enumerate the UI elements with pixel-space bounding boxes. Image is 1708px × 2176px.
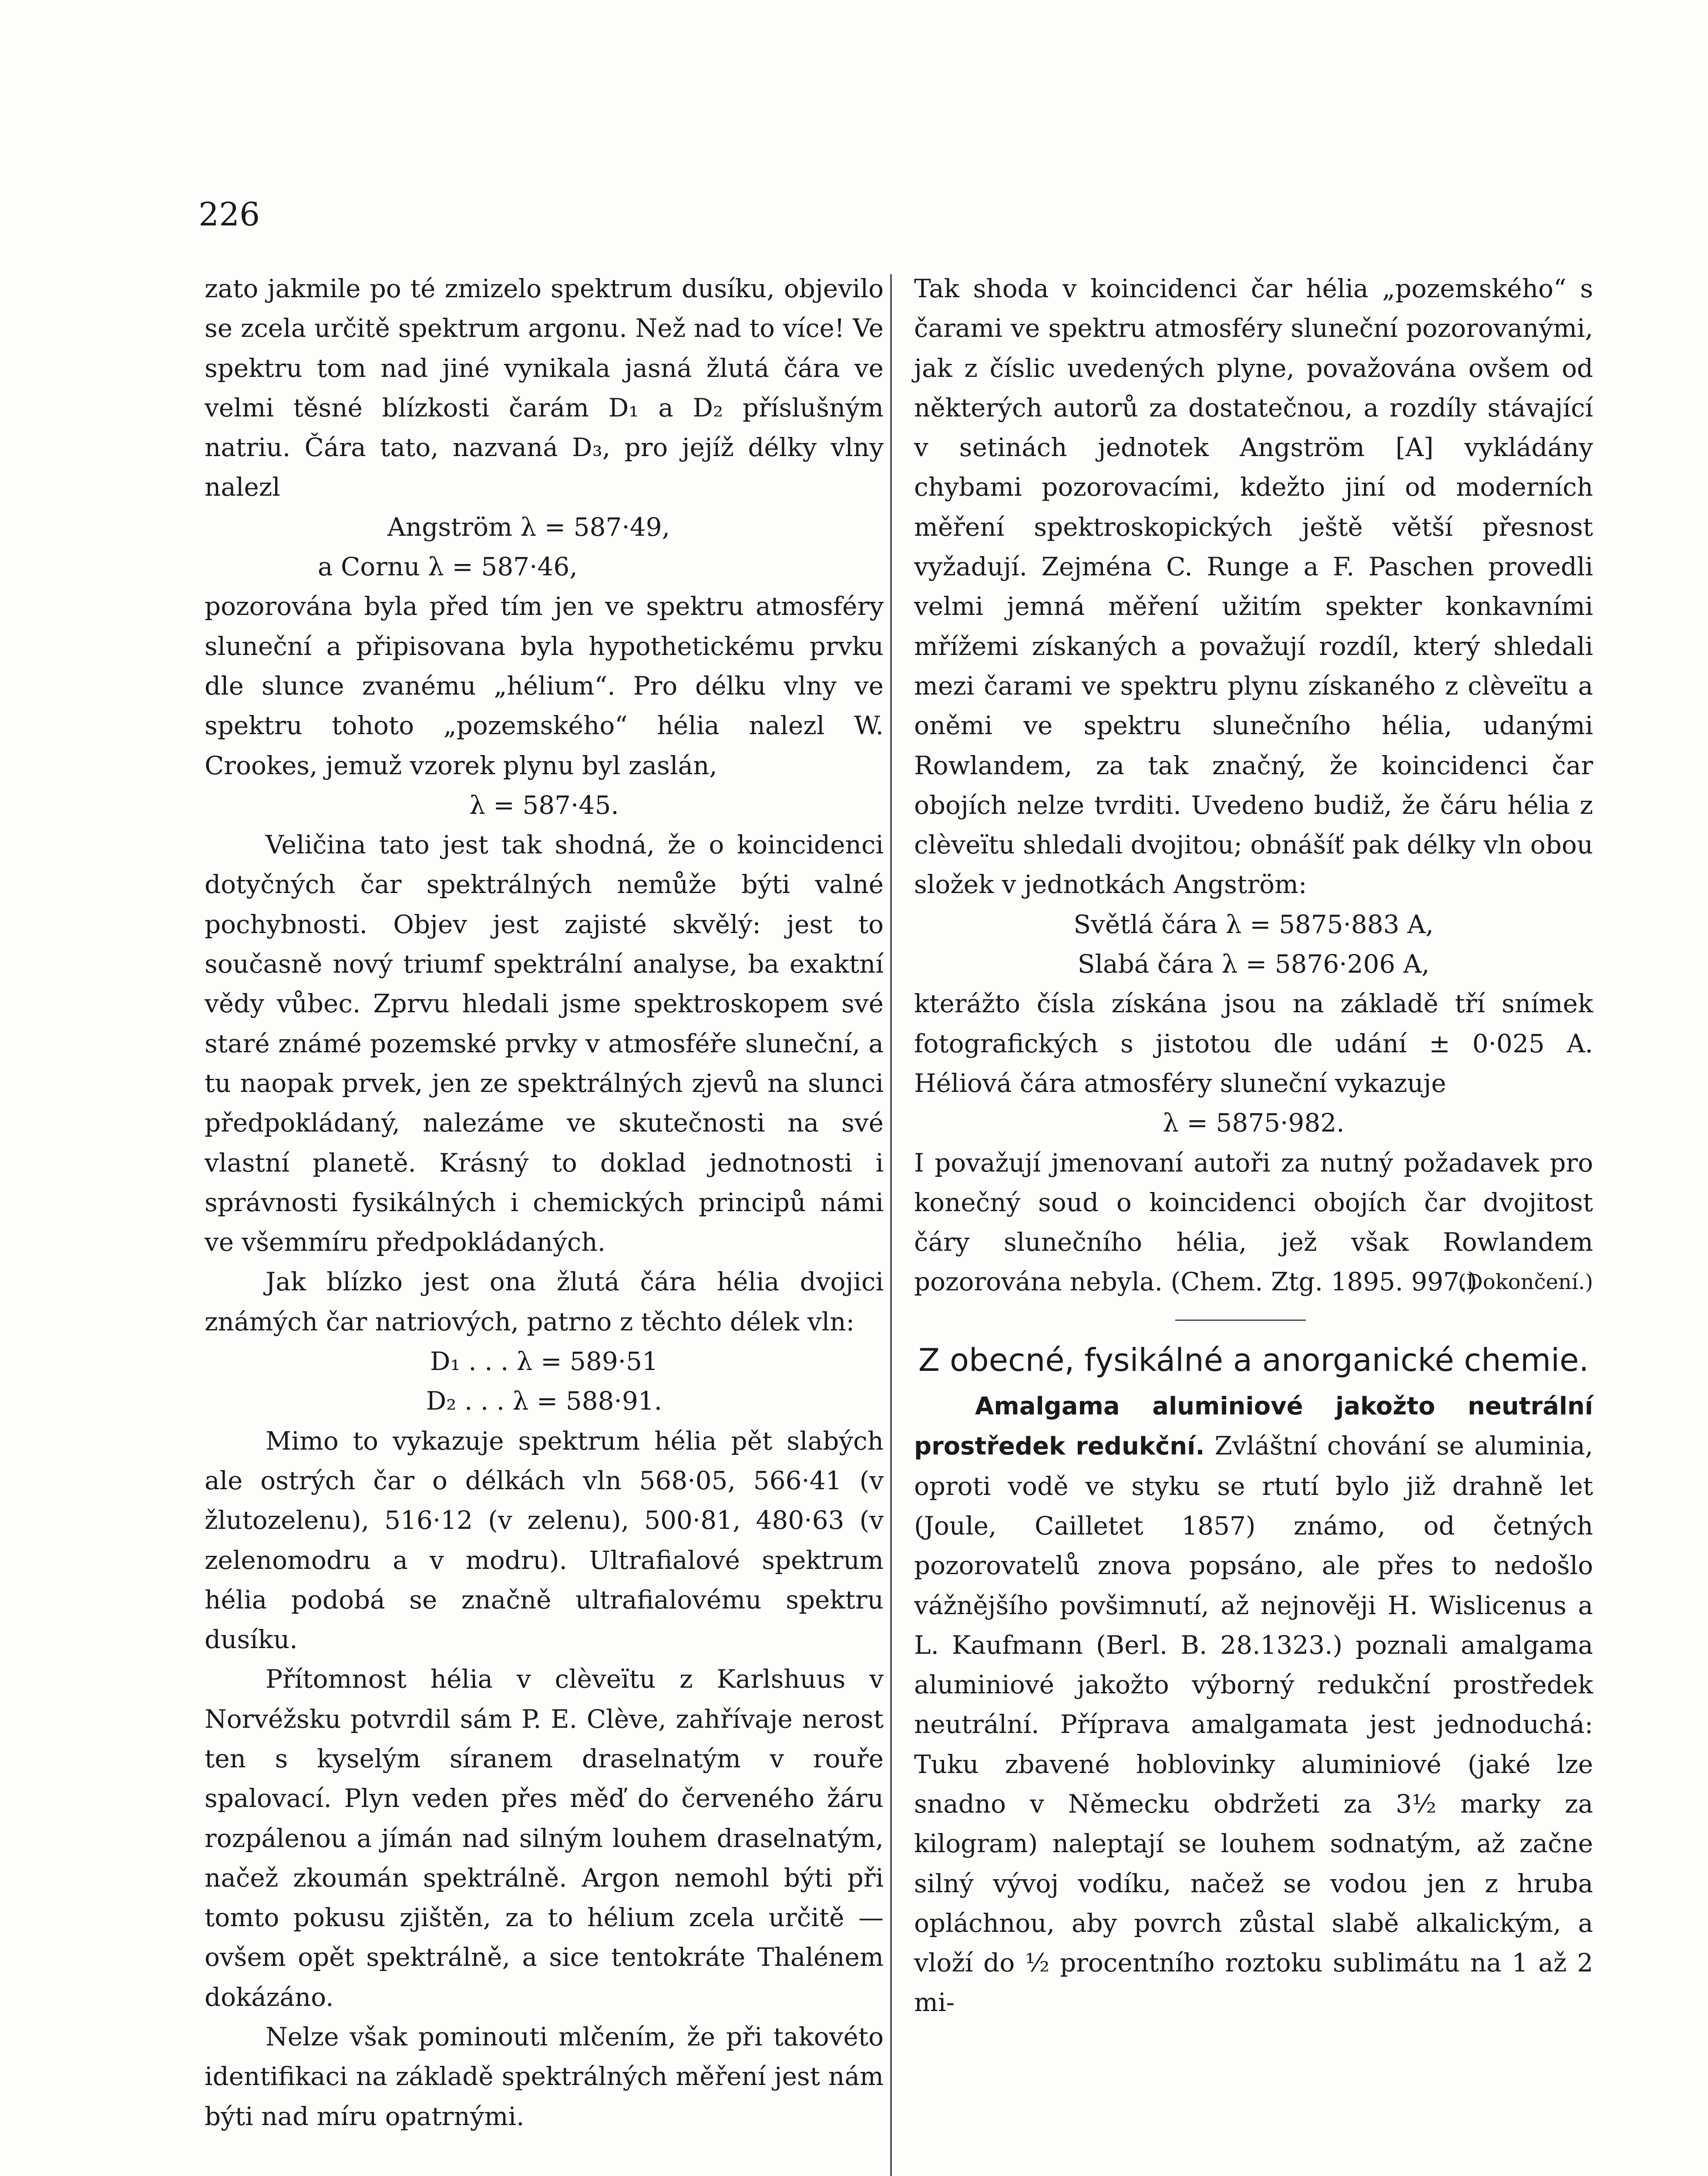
paragraph: kterážto čísla získána jsou na základě tří snímek fotografických s jistotou dle udání ± 0·025 A. Héliová čára atmosféry sluneční vykazuje [914, 989, 1593, 1098]
right-column [914, 269, 1593, 2023]
paragraph: pozorována byla před tím jen ve spektru atmosféry sluneční a připisovana byla hypothetickému prvku dle slunce zvanému „hélium“. Pro délku vlny ve spektru tohoto „pozemského“ hélia nalezl W. Crookes, jemuž vzorek plynu byl zaslán, [205, 591, 884, 780]
paragraph: Veličina tato jest tak shodná, že o koincidenci dotyčných čar spektrálných nemůže býti valné pochybnosti. Objev jest zajisté skvělý: jest to současně nový triumf spektrální analyse, ba exaktní vědy vůbec. Zprvu hledali jsme spektroskopem své staré známé pozemské prvky v atmosféře sluneční, a tu naopak prvek, jen ze spektrálných zjevů na slunci předpokládaný, nalezáme ve skutečnosti na své vlastní planetě. Krásný to doklad jednotnosti i správnosti fysikálných i chemických principů námi ve všemmíru předpokládaných. [205, 830, 884, 1257]
section-divider [1175, 1320, 1306, 1321]
continuation-note: (Dokončení.) [1458, 1269, 1593, 1294]
formula-line: D₂ . . . λ = 588·91. [426, 1386, 662, 1416]
article-text: Zvláštní chování se aluminia, oproti vodě ve styku se rtutí bylo již drahně let (Joule, Cailletet 1857) známo, od četných pozorovatelů znova popsáno, ale přes to nedošlo vážnějšího povšimnutí, až nejnověji H. Wislicenus a L. Kaufmann (Berl. B. 28.1323.) poznali amalgama aluminiové jakožto výborný redukční prostředek neutrální. Příprava amalgamata jest jednoduchá: Tuku zbavené hoblovinky aluminiové (jaké lze snadno v Německu obdržeti za 3½ marky za kilogram) naleptají se louhem sodnatým, až začne silný vývoj vodíku, načež se vodou jen z hruba opláchnou, aby povrch zůstal slabě alkalickým, a vloží do ½ procentního roztoku sublimátu na 1 až 2 mi- [914, 1431, 1593, 2018]
paragraph: Mimo to vykazuje spektrum hélia pět slabých ale ostrých čar o délkách vln 568·05, 566·41 (v žlutozelenu), 516·12 (v zelenu), 500·81, 480·63 (v zelenomodru a v modru). Ultrafialové spektrum hélia podobá se značně ultrafialovému spektru dusíku. [205, 1426, 884, 1655]
formula-line: Slabá čára λ = 5876·206 A, [1077, 949, 1430, 979]
paragraph: zato jakmile po té zmizelo spektrum dusíku, objevilo se zcela určitě spektrum argonu. Než nad to více! Ve spektru tom nad jiné vynikala jasná žlutá čára ve velmi těsné blízkosti čarám D₁ a D₂ příslušným natriu. Čára tato, nazvaná D₃, pro jejíž délky vlny nalezl [205, 274, 884, 502]
paragraph: Tak shoda v koincidenci čar hélia „pozemského“ s čarami ve spektru atmosféry sluneční pozorovanými, jak z číslic uvedených plyne, považována ovšem od některých autorů za dostatečnou, a rozdíly stávající v setinách jednotek Angström [A] vykládány chybami pozorovacími, kdežto jiní od moderních měření spektroskopických ještě větší přesnost vyžadují. Zejména C. Runge a F. Paschen provedli velmi jemná měření užitím spekter konkavními mřížemi získaných a považují rozdíl, který shledali mezi čarami ve spektru plynu získaného z clèveïtu a oněmi ve spektru slunečního hélia, udanými Rowlandem, za tak značný, že koincidenci čar obojích nelze tvrditi. Uvedeno budiž, že čáru hélia z clèveïtu shledali dvojitou; obnášíť pak délky vln obou složek v jednotkách Angström: [914, 274, 1593, 900]
paragraph: Jak blízko jest ona žlutá čára hélia dvojici známých čar natriových, patrno z těchto délek vln: [205, 1267, 884, 1336]
formula-line: Světlá čára λ = 5875·883 A, [1073, 909, 1434, 939]
formula-line: λ = 587·45. [469, 790, 619, 820]
article-paragraph [914, 1386, 1593, 2023]
paragraph: I považují jmenovaní autoři za nutný požadavek pro konečný soud o koincidenci obojích čar dvojitost čáry slunečního hélia, jež však Rowlandem pozorována nebyla. (Chem. Ztg. 1895. 997.) [914, 1148, 1593, 1297]
paragraph: Přítomnost hélia v clèveïtu z Karlshuus v Norvéžsku potvrdil sám P. E. Clève, zahřívaje nerost ten s kyselým síranem draselnatým v rouře spalovací. Plyn veden přes měď do červeného žáru rozpálenou a jímán nad silným louhem draselnatým, načež zkoumán spektrálně. Argon nemohl býti při tomto pokusu zjištěn, za to hélium zcela určitě — ovšem opět spektrálně, a sice tentokráte Thalénem dokázáno. [205, 1664, 884, 2012]
left-column [205, 269, 884, 2136]
formula-line: D₁ . . . λ = 589·51 [430, 1347, 658, 1377]
formula-line: Angström λ = 587·49, [387, 512, 670, 542]
section-heading: Z obecné, fysikálné a anorganické chemie. [918, 1342, 1589, 1379]
page-number: 226 [198, 196, 260, 233]
paragraph: Nelze však pominouti mlčením, že při takovéto identifikaci na základě spektrálných měření jest nám býti nad míru opatrnými. [205, 2022, 884, 2131]
article-title: Amalgama aluminiové jakožto neutrální prostředek redukční. [914, 1392, 1593, 1461]
formula-line: λ = 5875·982. [1163, 1108, 1345, 1138]
column-divider [890, 274, 892, 2176]
formula-line: a Cornu λ = 587·46, [318, 552, 578, 582]
